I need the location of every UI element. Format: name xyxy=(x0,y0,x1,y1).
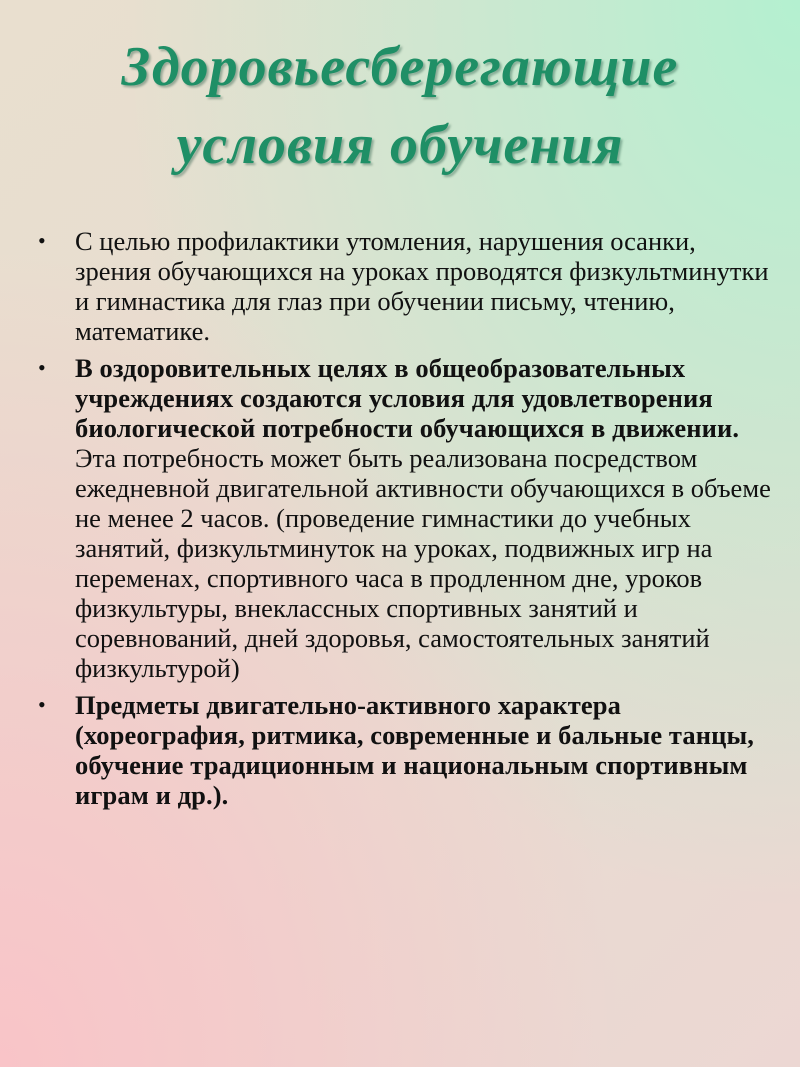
bullet-item-1 xyxy=(38,226,778,346)
bullet-text: С целью профилактики утомления, нарушения осанки, зрения обучающихся на уроках проводятся физкультминутки и гимнастика для глаз при обучении письму, чтению, математике. xyxy=(75,226,769,346)
bullet-dot-icon: • xyxy=(38,355,46,380)
bullet-bold-text: Предметы двигательно-активного характера (хореография, ритмика, современные и бальные танцы, обучение традиционным и национальным спортивным играм и др.). xyxy=(75,690,754,810)
slide-title-line-1: Здоровьесберегающие xyxy=(121,36,679,98)
bullet-dot-icon: • xyxy=(38,692,46,717)
bullet-list xyxy=(38,226,778,817)
bullet-dot-icon: • xyxy=(38,228,46,253)
bullet-item-2 xyxy=(38,353,778,683)
slide-title-line-2: условия обучения xyxy=(176,114,624,176)
bullet-bold-text: В оздоровительных целях в общеобразовательных учреждениях создаются условия для удовлетворения биологической потребности обучающихся в движении. xyxy=(75,353,740,443)
slide-title xyxy=(0,28,800,184)
bullet-text: Эта потребность может быть реализована посредством ежедневной двигательной активности обучающихся в объеме не менее 2 часов. (проведение гимнастики до учебных занятий, физкультминуток на уроках, подвижных игр на переменах, спортивного часа в продленном дне, уроков физкультуры, внеклассных спортивных занятий и соревнований, дней здоровья, самостоятельных занятий физкультурой) xyxy=(75,443,771,683)
bullet-item-3 xyxy=(38,690,778,810)
